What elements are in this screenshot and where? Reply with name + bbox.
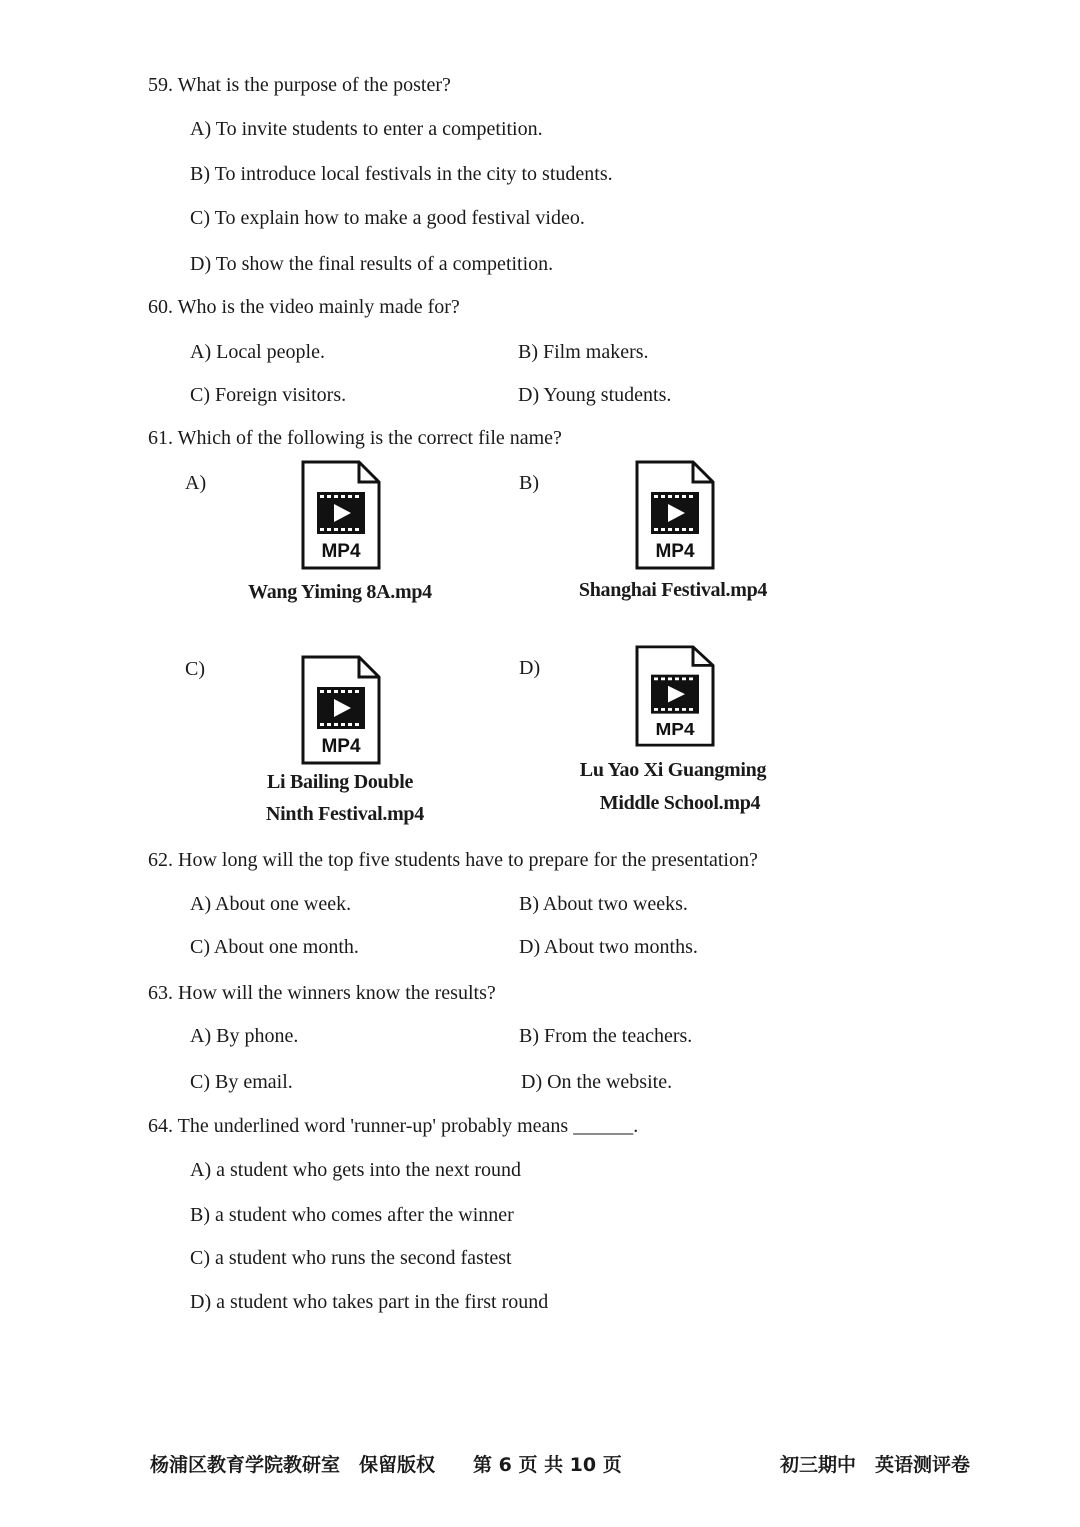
question-62-option-b: B) About two weeks.	[519, 893, 688, 915]
mp4-file-icon	[301, 460, 381, 570]
question-61-option-c-filename-line2: Ninth Festival.mp4	[266, 803, 424, 825]
question-62-stem: 62. How long will the top five students have to prepare for the presentation?	[148, 849, 758, 871]
footer-page-number: 第 6 页 共 10 页	[473, 1454, 622, 1476]
question-63-option-a: A) By phone.	[190, 1025, 299, 1047]
question-61-option-d-filename-line1: Lu Yao Xi Guangming	[579, 759, 767, 781]
question-61-option-a-letter: A)	[185, 472, 207, 494]
svg-text:MP4: MP4	[655, 718, 695, 739]
question-63-option-b: B) From the teachers.	[519, 1025, 693, 1047]
svg-text:MP4: MP4	[321, 736, 361, 757]
svg-text:MP4: MP4	[321, 541, 361, 562]
question-62-option-d: D) About two months.	[519, 936, 698, 958]
question-60-stem: 60. Who is the video mainly made for?	[148, 296, 460, 318]
question-59-option-a: A) To invite students to enter a competition.	[190, 118, 543, 140]
mp4-file-icon	[635, 645, 715, 755]
question-61-stem: 61. Which of the following is the correct file name?	[148, 427, 562, 449]
question-59-option-b: B) To introduce local festivals in the city to students.	[190, 163, 613, 185]
question-63-option-d: D) On the website.	[521, 1071, 673, 1093]
question-61-option-a-filename: Wang Yiming 8A.mp4	[248, 581, 432, 603]
question-63-option-c: C) By email.	[190, 1071, 293, 1093]
question-59-option-c: C) To explain how to make a good festival video.	[190, 207, 585, 229]
question-63-stem: 63. How will the winners know the results?	[148, 982, 496, 1004]
question-64-option-b: B) a student who comes after the winner	[190, 1204, 514, 1226]
question-61-option-d-letter: D)	[519, 657, 541, 679]
question-60-option-a: A) Local people.	[190, 341, 325, 363]
question-60-option-d: D) Young students.	[518, 384, 672, 406]
question-64-option-c: C) a student who runs the second fastest	[190, 1247, 512, 1269]
question-61-option-b-letter: B)	[519, 472, 539, 494]
question-64-stem: 64. The underlined word 'runner-up' probably means ______.	[148, 1115, 639, 1137]
mp4-file-icon	[635, 460, 715, 570]
question-61-option-c-filename-line1: Li Bailing Double	[266, 771, 414, 793]
question-62-option-a: A) About one week.	[190, 893, 352, 915]
question-60-option-c: C) Foreign visitors.	[190, 384, 347, 406]
footer-exam-title: 初三期中 英语测评卷	[780, 1454, 971, 1476]
question-61-option-c-letter: C)	[185, 658, 205, 680]
question-59-option-d: D) To show the final results of a competition.	[190, 253, 554, 275]
mp4-file-icon	[301, 655, 381, 765]
question-61-option-b-filename: Shanghai Festival.mp4	[578, 579, 768, 601]
question-64-option-a: A) a student who gets into the next round	[190, 1159, 522, 1181]
footer-copyright: 杨浦区教育学院教研室 保留版权	[150, 1454, 436, 1476]
question-59-stem: 59. What is the purpose of the poster?	[148, 74, 451, 96]
question-60-option-b: B) Film makers.	[518, 341, 649, 363]
question-64-option-d: D) a student who takes part in the first round	[190, 1291, 549, 1313]
svg-text:MP4: MP4	[655, 541, 695, 562]
question-61-option-d-filename-line2: Middle School.mp4	[599, 792, 761, 814]
question-62-option-c: C) About one month.	[190, 936, 359, 958]
